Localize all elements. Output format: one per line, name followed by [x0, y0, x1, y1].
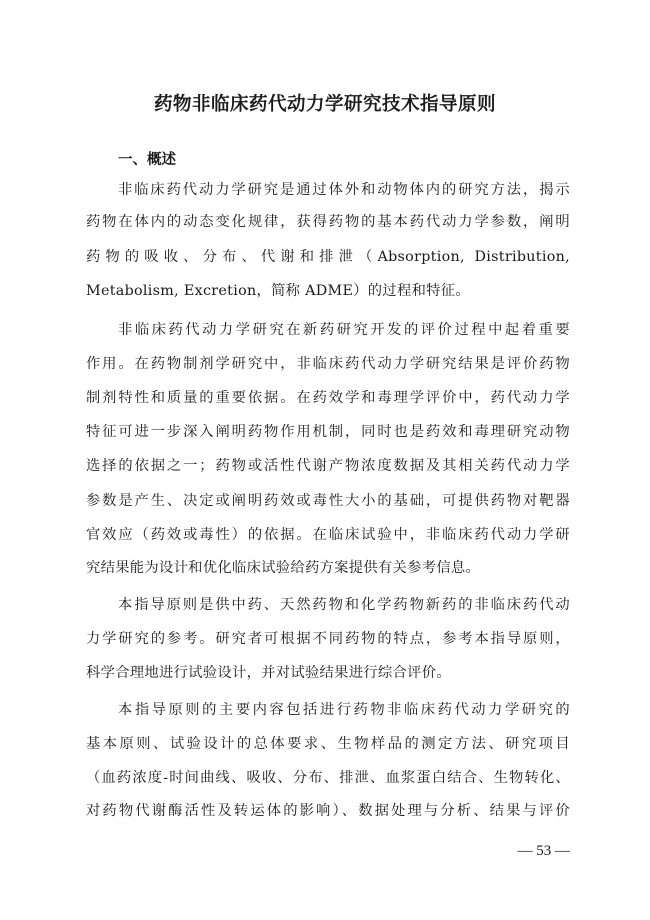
- paragraph-line: Metabolism, Excretion，简称 ADME）的过程和特征。: [86, 283, 470, 299]
- paragraph-line: 基本原则、试验设计的总体要求、生物样品的测定方法、研究项目: [86, 736, 570, 752]
- paragraph-line: 对药物代谢酶活性及转运体的影响）、数据处理与分析、结果与评价: [86, 803, 570, 819]
- paragraph-line: 作用。在药物制剂学研究中，非临床药代动力学研究结果是评价药物: [86, 356, 570, 372]
- paragraph-line: 本指导原则是供中药、天然药物和化学药物新药的非临床药代动: [118, 597, 570, 613]
- paragraph-line: 特征可进一步深入阐明药物作用机制，同时也是药效和毒理研究动物: [86, 424, 570, 440]
- paragraph-line: 选择的依据之一；药物或活性代谢产物浓度数据及其相关药代动力学: [86, 458, 570, 474]
- paragraph-line: 制剂特性和质量的重要依据。在药效学和毒理学评价中，药代动力学: [86, 390, 570, 406]
- paragraph-line: 本指导原则的主要内容包括进行药物非临床药代动力学研究的: [118, 702, 570, 718]
- page-number: — 53 —: [517, 843, 570, 859]
- section-heading: 一、概述: [118, 152, 176, 168]
- paragraph-line: 参数是产生、决定或阐明药效或毒性大小的基础，可提供药物对靶器: [86, 493, 570, 509]
- paragraph-line: 非临床药代动力学研究是通过体外和动物体内的研究方法，揭示: [118, 182, 570, 198]
- paragraph-line: 究结果能为设计和优化临床试验给药方案提供有关参考信息。: [86, 560, 481, 576]
- paragraph-line: 药物在体内的动态变化规律，获得药物的基本药代动力学参数，阐明: [86, 214, 570, 230]
- document-title: 药物非临床药代动力学研究技术指导原则: [153, 94, 496, 115]
- paragraph-line: 非临床药代动力学研究在新药研究开发的评价过程中起着重要: [118, 322, 570, 338]
- paragraph-line: （血药浓度-时间曲线、吸收、分布、排泄、血浆蛋白结合、生物转化、: [86, 770, 570, 786]
- paragraph-line: 官效应（药效或毒性）的依据。在临床试验中，非临床药代动力学研: [86, 527, 570, 543]
- paragraph-line: 力学研究的参考。研究者可根据不同药物的特点，参考本指导原则，: [86, 631, 570, 647]
- paragraph-line: 药物的吸收、分布、代谢和排泄（Absorption, Distribution,: [86, 249, 570, 265]
- paragraph-line: 科学合理地进行试验设计，并对试验结果进行综合评价。: [86, 665, 451, 681]
